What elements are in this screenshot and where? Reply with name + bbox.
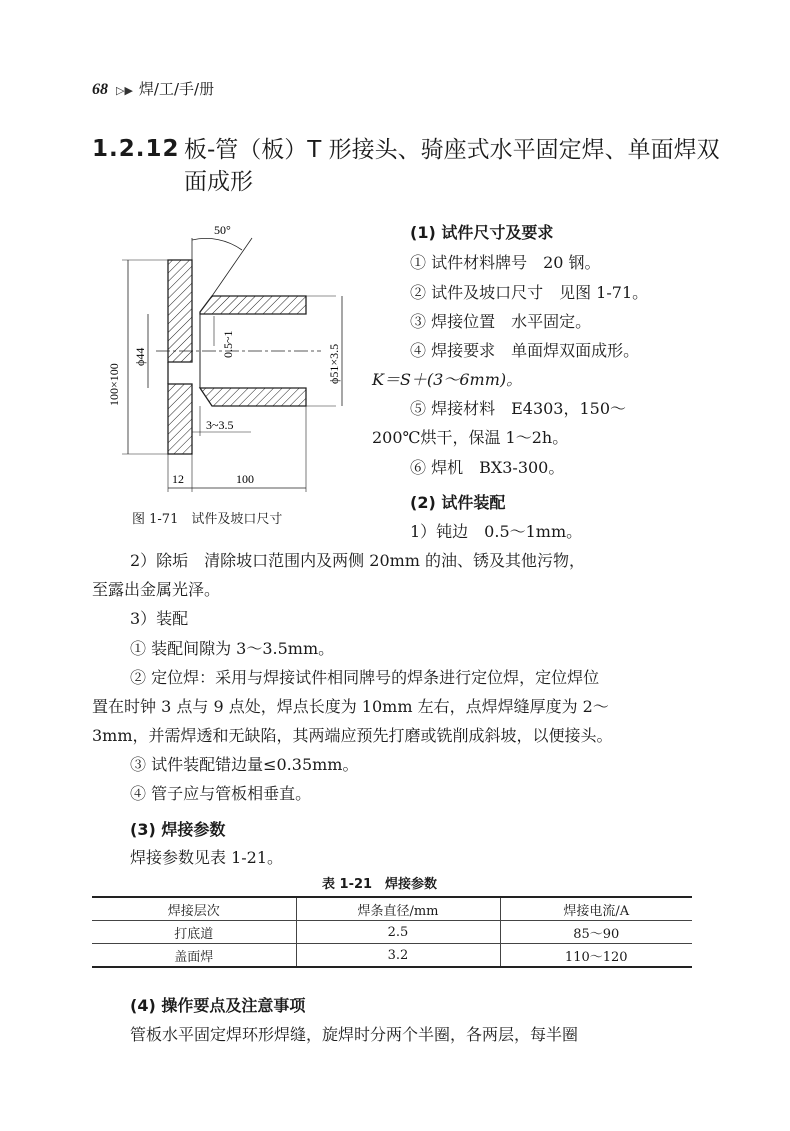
table-row — [92, 944, 692, 968]
section-title: 板-管（板）T 形接头、骑座式水平固定焊、单面焊双面成形 — [184, 137, 720, 195]
s3-heading: (3) 焊接参数 — [130, 820, 226, 839]
s1-line-5: K＝S＋(3～6mm)。 — [372, 370, 523, 389]
s4-line-1: 管板水平固定焊环形焊缝，旋焊时分两个半圈，各两层，每半圈 — [130, 1025, 579, 1044]
s2-line-6: ② 定位焊：采用与焊接试件相同牌号的焊条进行定位焊，定位焊位 — [130, 668, 600, 687]
col-header-current: 焊接电流/A — [500, 897, 692, 921]
s2-line-3: 至露出金属光泽。 — [92, 580, 221, 599]
s1-line-8: ⑥ 焊机 BX3-300。 — [410, 458, 565, 477]
params-table — [92, 896, 692, 968]
page-header — [92, 78, 214, 99]
table-header-row — [92, 897, 692, 921]
table-row — [92, 921, 692, 944]
dim-gap: 3~3.5 — [206, 418, 234, 432]
s2-line-8: 3mm，并需焊透和无缺陷，其两端应预先打磨或铣削成斜坡，以便接头。 — [92, 726, 613, 745]
cell-diameter: 3.2 — [296, 944, 500, 968]
table-title: 表 1-21 焊接参数 — [322, 877, 438, 892]
s2-line-10: ④ 管子应与管板相垂直。 — [130, 784, 312, 803]
plate-bottom-section — [168, 384, 192, 454]
s1-heading: (1) 试件尺寸及要求 — [410, 223, 554, 242]
dim-hole-dia: ϕ44 — [133, 347, 147, 366]
section-number: 1.2.12 — [92, 136, 180, 162]
arrow-icon: ▷▶ — [116, 84, 133, 97]
s3-intro: 焊接参数见表 1-21。 — [130, 848, 284, 867]
s1-line-7: 200℃烘干，保温 1～2h。 — [372, 428, 569, 447]
s2-line-1: 1）钝边 0.5～1mm。 — [410, 522, 583, 541]
dim-blunt: 0.5~1 — [221, 330, 235, 358]
s1-line-4: ④ 焊接要求 单面焊双面成形。 — [410, 341, 640, 360]
figure-drawing — [106, 216, 356, 496]
s2-heading: (2) 试件装配 — [410, 493, 506, 512]
dim-pipe-len: 100 — [236, 472, 254, 486]
s1-line-6: ⑤ 焊接材料 E4303，150～ — [410, 399, 627, 418]
cell-current: 85～90 — [500, 921, 692, 944]
s2-line-7: 置在时钟 3 点与 9 点处，焊点长度为 10mm 左右，点焊焊缝厚度为 2～ — [92, 697, 609, 716]
s2-line-5: ① 装配间隙为 3～3.5mm。 — [130, 639, 335, 658]
dim-pipe-dia: ϕ51×3.5 — [327, 343, 341, 384]
cell-diameter: 2.5 — [296, 921, 500, 944]
s2-line-9: ③ 试件装配错边量≤0.35mm。 — [130, 755, 359, 774]
book-title: 焊/工/手/册 — [138, 80, 215, 98]
s4-heading: (4) 操作要点及注意事项 — [130, 996, 306, 1015]
pipe-bottom-wall — [200, 388, 306, 406]
s1-line-1: ① 试件材料牌号 20 钢。 — [410, 253, 601, 272]
figure-caption: 图 1-71 试件及坡口尺寸 — [132, 512, 283, 527]
col-header-layer: 焊接层次 — [167, 903, 220, 919]
s1-line-2: ② 试件及坡口尺寸 见图 1-71。 — [410, 283, 649, 302]
s2-line-4: 3）装配 — [130, 609, 189, 628]
dim-angle: 50° — [214, 223, 231, 237]
dim-plate-thick: 12 — [172, 472, 184, 486]
dim-plate-size: 100×100 — [107, 363, 121, 406]
page-number: 68 — [92, 81, 108, 98]
s1-line-3: ③ 焊接位置 水平固定。 — [410, 312, 592, 331]
pipe-top-wall — [200, 296, 306, 314]
col-header-diameter: 焊条直径/mm — [296, 897, 500, 921]
s2-line-2: 2）除垢 清除坡口范围内及两侧 20mm 的油、锈及其他污物， — [130, 551, 586, 570]
plate-top-section — [168, 260, 192, 362]
cell-current: 110～120 — [500, 944, 692, 968]
cell-layer: 盖面焊 — [174, 949, 214, 965]
cell-layer: 打底道 — [174, 926, 214, 942]
